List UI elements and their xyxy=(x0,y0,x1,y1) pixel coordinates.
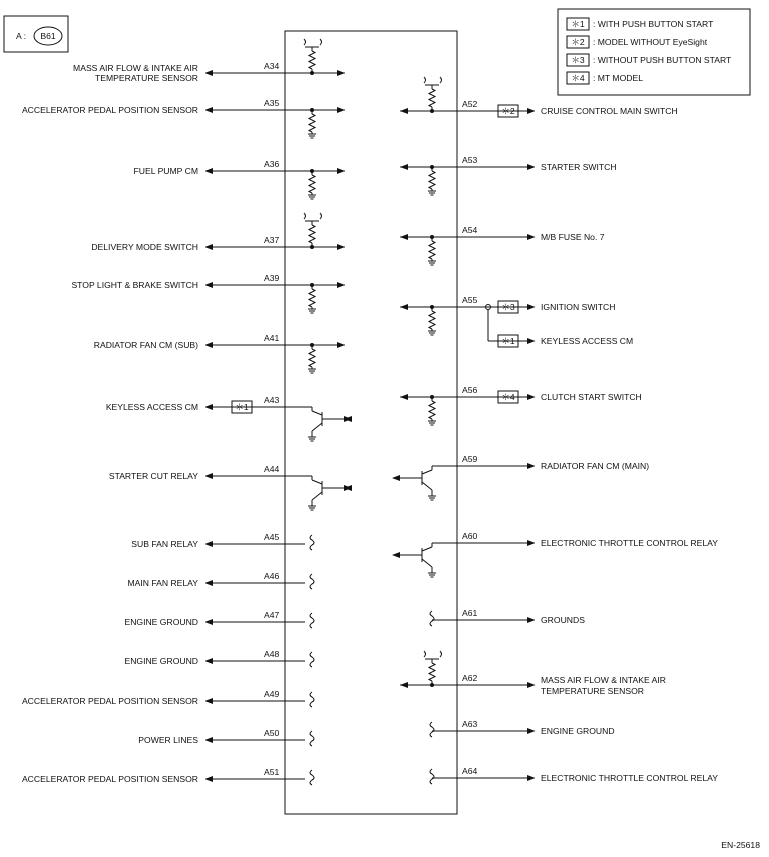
arrowhead-icon xyxy=(205,168,213,174)
resistor-icon xyxy=(309,114,315,132)
option-badge-text: ＊2 xyxy=(501,106,515,116)
shield-break-icon xyxy=(310,692,314,707)
arrowhead-icon xyxy=(205,698,213,704)
arrowhead-icon xyxy=(205,404,213,410)
arrowhead-icon xyxy=(400,682,408,688)
left-pin-A44 xyxy=(109,464,352,510)
pin-id: A64 xyxy=(462,766,478,776)
option-badge-text: ＊4 xyxy=(501,392,515,402)
legend-mark: ＊4 xyxy=(571,73,585,83)
right-pin-A53 xyxy=(400,155,617,195)
pin-id: A48 xyxy=(264,649,280,659)
pin-label: DELIVERY MODE SWITCH xyxy=(91,242,198,252)
right-pin-A55 xyxy=(400,295,633,347)
pin-label: GROUNDS xyxy=(541,615,585,625)
legend-text: : MT MODEL xyxy=(593,73,643,83)
resistor-icon xyxy=(309,51,315,69)
pin-label: MAIN FAN RELAY xyxy=(127,578,198,588)
resistor-icon xyxy=(309,175,315,193)
shield-break-icon xyxy=(310,770,314,785)
pin-label: SUB FAN RELAY xyxy=(131,539,198,549)
left-pin-A41 xyxy=(94,333,345,373)
pin-id: A61 xyxy=(462,608,478,618)
pin-label: KEYLESS ACCESS CM xyxy=(105,402,198,412)
pin-label: M/B FUSE No. 7 xyxy=(541,232,605,242)
pin-label: RADIATOR FAN CM (MAIN) xyxy=(541,461,650,471)
transistor-icon xyxy=(312,480,322,484)
pin-label: STARTER SWITCH xyxy=(541,162,617,172)
pin-label: MASS AIR FLOW & INTAKE AIR xyxy=(541,675,666,685)
arrowhead-icon xyxy=(527,304,535,310)
supply-icon xyxy=(304,213,322,219)
supply-icon xyxy=(424,77,442,83)
left-pin-A37 xyxy=(91,213,345,252)
pin-label: ACCELERATOR PEDAL POSITION SENSOR xyxy=(21,105,198,115)
pin-label: KEYLESS ACCESS CM xyxy=(541,336,634,346)
pin-id: A55 xyxy=(462,295,478,305)
arrowhead-icon xyxy=(527,234,535,240)
resistor-icon xyxy=(429,311,435,329)
arrowhead-icon xyxy=(527,338,535,344)
arrowhead-icon xyxy=(205,658,213,664)
pin-label: ENGINE GROUND xyxy=(124,656,198,666)
legend-item xyxy=(567,36,708,48)
arrowhead-icon xyxy=(527,108,535,114)
transistor-icon xyxy=(312,411,322,415)
pin-id: A52 xyxy=(462,99,478,109)
shield-break-icon xyxy=(310,731,314,746)
pin-label: ACCELERATOR PEDAL POSITION SENSOR xyxy=(21,774,198,784)
legend-mark: ＊1 xyxy=(571,19,585,29)
wires xyxy=(22,39,718,785)
legend-mark: ＊2 xyxy=(571,37,585,47)
supply-icon xyxy=(304,39,322,45)
right-pin-A60 xyxy=(392,531,718,577)
shield-break-icon xyxy=(310,652,314,667)
left-pin-A45 xyxy=(131,532,314,550)
transistor-icon xyxy=(422,470,432,474)
left-pin-A48 xyxy=(124,649,314,667)
option-badge-text: ＊1 xyxy=(501,336,515,346)
arrowhead-icon xyxy=(205,342,213,348)
arrowhead-icon xyxy=(527,682,535,688)
legend-text: : WITHOUT PUSH BUTTON START xyxy=(593,55,732,65)
right-pin-A63 xyxy=(430,719,615,737)
legend-item xyxy=(567,72,643,84)
pin-id: A49 xyxy=(264,689,280,699)
arrowhead-icon xyxy=(527,463,535,469)
arrowhead-icon xyxy=(205,580,213,586)
input-arrow-icon xyxy=(392,552,400,558)
option-badge-text: ＊1 xyxy=(235,402,249,412)
pin-label: IGNITION SWITCH xyxy=(541,302,616,312)
resistor-icon xyxy=(309,289,315,307)
left-pin-A34 xyxy=(73,39,345,83)
resistor-icon xyxy=(429,89,435,107)
pin-id: A54 xyxy=(462,225,478,235)
pin-id: A35 xyxy=(264,98,280,108)
legend-box xyxy=(558,9,750,95)
figure-id: EN-25618 xyxy=(721,840,760,850)
arrowhead-icon xyxy=(400,234,408,240)
left-pin-A39 xyxy=(71,273,345,313)
arrowhead-icon xyxy=(337,282,345,288)
left-pin-A50 xyxy=(138,728,314,746)
arrowhead-icon xyxy=(337,107,345,113)
transistor-icon xyxy=(312,492,322,500)
left-pin-A46 xyxy=(127,571,314,589)
pin-id: A62 xyxy=(462,673,478,683)
pin-label: FUEL PUMP CM xyxy=(133,166,198,176)
arrowhead-icon xyxy=(400,164,408,170)
legend-text: : WITH PUSH BUTTON START xyxy=(593,19,714,29)
shield-break-icon xyxy=(310,613,314,628)
arrowhead-icon xyxy=(205,737,213,743)
pin-id: A37 xyxy=(264,235,280,245)
arrowhead-icon xyxy=(205,541,213,547)
supply-icon xyxy=(424,651,442,657)
arrowhead-icon xyxy=(205,70,213,76)
legend-text: : MODEL WITHOUT EyeSight xyxy=(593,37,708,47)
pin-label: CLUTCH START SWITCH xyxy=(541,392,642,402)
input-arrow-icon xyxy=(392,475,400,481)
arrowhead-icon xyxy=(337,342,345,348)
pin-id: A56 xyxy=(462,385,478,395)
right-pin-A59 xyxy=(392,454,649,500)
pin-label: TEMPERATURE SENSOR xyxy=(95,73,198,83)
arrowhead-icon xyxy=(337,244,345,250)
pin-label: RADIATOR FAN CM (SUB) xyxy=(93,340,198,350)
pin-label: ENGINE GROUND xyxy=(124,617,198,627)
connector-tag xyxy=(4,16,68,52)
arrowhead-icon xyxy=(205,244,213,250)
right-pin-A54 xyxy=(400,225,605,265)
arrowhead-icon xyxy=(400,304,408,310)
pin-id: A34 xyxy=(264,61,280,71)
pin-label: ELECTRONIC THROTTLE CONTROL RELAY xyxy=(541,538,718,548)
right-pin-A56 xyxy=(400,385,642,425)
left-pin-A35 xyxy=(22,98,345,138)
left-pin-A49 xyxy=(22,689,314,707)
shield-break-icon xyxy=(430,769,434,784)
pin-id: A41 xyxy=(264,333,280,343)
left-pin-A43 xyxy=(106,395,352,441)
legend-mark: ＊3 xyxy=(571,55,585,65)
resistor-icon xyxy=(429,663,435,681)
arrowhead-icon xyxy=(337,168,345,174)
right-pin-A62 xyxy=(400,651,666,696)
pin-id: A36 xyxy=(264,159,280,169)
pin-label: CRUISE CONTROL MAIN SWITCH xyxy=(541,106,678,116)
left-pin-A36 xyxy=(134,159,345,199)
legend-item xyxy=(567,18,714,30)
pin-id: A46 xyxy=(264,571,280,581)
connector-prefix: A : xyxy=(16,31,27,41)
pin-id: A51 xyxy=(264,767,280,777)
resistor-icon xyxy=(309,349,315,367)
arrowhead-icon xyxy=(205,473,213,479)
pin-label: ACCELERATOR PEDAL POSITION SENSOR xyxy=(21,696,198,706)
pin-id: A39 xyxy=(264,273,280,283)
pin-id: A44 xyxy=(264,464,280,474)
pin-id: A50 xyxy=(264,728,280,738)
resistor-icon xyxy=(429,171,435,189)
pin-id: A59 xyxy=(462,454,478,464)
pin-id: A63 xyxy=(462,719,478,729)
arrowhead-icon xyxy=(400,108,408,114)
shield-break-icon xyxy=(430,722,434,737)
pin-label: STOP LIGHT & BRAKE SWITCH xyxy=(71,280,198,290)
arrowhead-icon xyxy=(337,70,345,76)
resistor-icon xyxy=(429,401,435,419)
pin-label: ELECTRONIC THROTTLE CONTROL RELAY xyxy=(541,773,718,783)
arrowhead-icon xyxy=(527,164,535,170)
pin-id: A53 xyxy=(462,155,478,165)
legend-item xyxy=(567,54,732,66)
arrowhead-icon xyxy=(527,775,535,781)
pin-label: TEMPERATURE SENSOR xyxy=(541,686,644,696)
pin-label: STARTER CUT RELAY xyxy=(108,471,198,481)
resistor-icon xyxy=(309,225,315,243)
transistor-icon xyxy=(422,547,432,551)
pin-label: POWER LINES xyxy=(138,735,198,745)
pin-label: ENGINE GROUND xyxy=(541,726,615,736)
pin-id: A60 xyxy=(462,531,478,541)
left-pin-A51 xyxy=(22,767,314,785)
shield-break-icon xyxy=(310,535,314,550)
arrowhead-icon xyxy=(205,776,213,782)
pin-id: A47 xyxy=(264,610,280,620)
connector-name: B61 xyxy=(40,31,56,41)
transistor-icon xyxy=(312,423,322,431)
right-pin-A61 xyxy=(430,608,585,626)
right-pin-A64 xyxy=(430,766,718,784)
arrowhead-icon xyxy=(527,617,535,623)
left-pin-A47 xyxy=(124,610,314,628)
shield-break-icon xyxy=(430,611,434,626)
right-pin-A52 xyxy=(400,77,678,117)
arrowhead-icon xyxy=(527,540,535,546)
arrowhead-icon xyxy=(205,619,213,625)
transistor-icon xyxy=(422,482,432,490)
arrowhead-icon xyxy=(527,394,535,400)
arrowhead-icon xyxy=(205,107,213,113)
arrowhead-icon xyxy=(527,728,535,734)
pin-id: A45 xyxy=(264,532,280,542)
shield-break-icon xyxy=(310,574,314,589)
resistor-icon xyxy=(429,241,435,259)
arrowhead-icon xyxy=(205,282,213,288)
transistor-icon xyxy=(422,559,432,567)
pin-label: MASS AIR FLOW & INTAKE AIR xyxy=(73,63,198,73)
pin-id: A43 xyxy=(264,395,280,405)
arrowhead-icon xyxy=(400,394,408,400)
option-badge-text: ＊3 xyxy=(501,302,515,312)
